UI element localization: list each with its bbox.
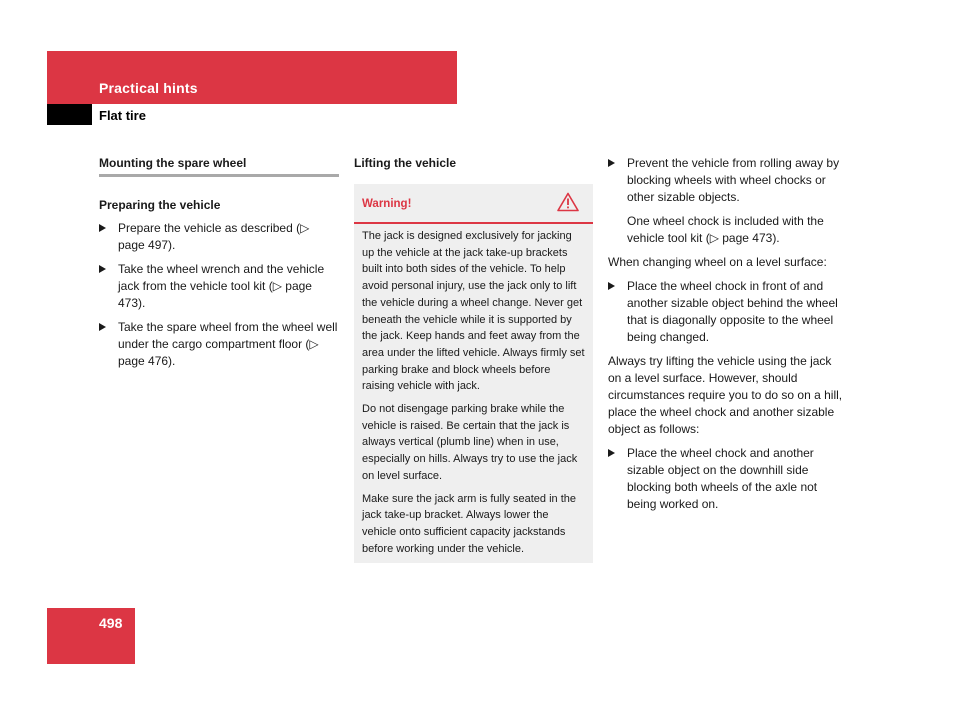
list-item: [608, 155, 848, 206]
column-heading: Lifting the vehicle: [354, 156, 457, 170]
warning-paragraph: Make sure the jack arm is fully seated in the jack take-up bracket. Always lower the vehicle onto sufficient capacity jackstands before working under the vehicle.: [362, 492, 576, 555]
list-item-text: Take the wheel wrench and the vehicle jack from the vehicle tool kit (▷ page 473).: [118, 262, 325, 310]
bullet-arrow-icon: [608, 282, 615, 290]
bullet-arrow-icon: [99, 224, 106, 232]
bullet-arrow-icon: [99, 323, 106, 331]
warning-triangle-icon: [557, 192, 579, 212]
list-item: [608, 278, 848, 346]
column-right: [608, 155, 848, 520]
warning-title: Warning!: [362, 198, 412, 210]
list-item-text: Place the wheel chock and another sizable object on the downhill side blocking both wheels of the axle not being worked on.: [627, 446, 818, 511]
note-paragraph: One wheel chock is included with the vehicle tool kit (▷ page 473).: [627, 214, 824, 245]
list-item-text: Prevent the vehicle from rolling away by blocking wheels with wheel chocks or other sizable objects.: [627, 156, 840, 204]
list-item: [99, 319, 339, 370]
subheading: Preparing the vehicle: [99, 198, 221, 212]
paragraph: Always try lifting the vehicle using the jack on a level surface. However, should circumstances require you to do so on a hill, place the wheel chock and another sizable object as follows:: [608, 354, 843, 436]
list-item: [99, 261, 339, 312]
warning-paragraph: The jack is designed exclusively for jacking up the vehicle at the jack take-up brackets built into both sides of the vehicle. To help avoid personal injury, use the jack only to lift the vehicle during a wheel change. Never get beneath the vehicle while it is supported by the jack. Keep hands and feet away from the area under the lifted vehicle. Always firmly set parking brake and block wheels before raising vehicle with jack.: [362, 230, 585, 393]
bullet-arrow-icon: [608, 449, 615, 457]
subsection-title: Flat tire: [99, 108, 146, 123]
warning-box: [354, 184, 593, 563]
column-middle: [354, 155, 594, 563]
section-marker: [47, 104, 92, 125]
paragraph: When changing wheel on a level surface:: [608, 255, 827, 269]
column-left: [99, 155, 339, 377]
warning-header: [354, 184, 593, 224]
bullet-arrow-icon: [99, 265, 106, 273]
list-item-text: Prepare the vehicle as described (▷ page 497).: [118, 221, 310, 252]
list-item: [608, 445, 848, 513]
warning-paragraph: Do not disengage parking brake while the vehicle is raised. Be certain that the jack is always vertical (plumb line) when in use, especially on hills. Always try to use the jack on level surface.: [362, 403, 578, 482]
list-item: [99, 220, 339, 254]
column-heading: Mounting the spare wheel: [99, 155, 339, 177]
page-number: 498: [99, 615, 123, 631]
section-title: Practical hints: [99, 80, 198, 96]
bullet-arrow-icon: [608, 159, 615, 167]
list-item-text: Place the wheel chock in front of and another sizable object behind the wheel that is diagonally opposite to the wheel being changed.: [627, 279, 838, 344]
header-band: [47, 51, 457, 104]
list-item-text: Take the spare wheel from the wheel well under the cargo compartment floor (▷ page 476).: [118, 320, 338, 368]
